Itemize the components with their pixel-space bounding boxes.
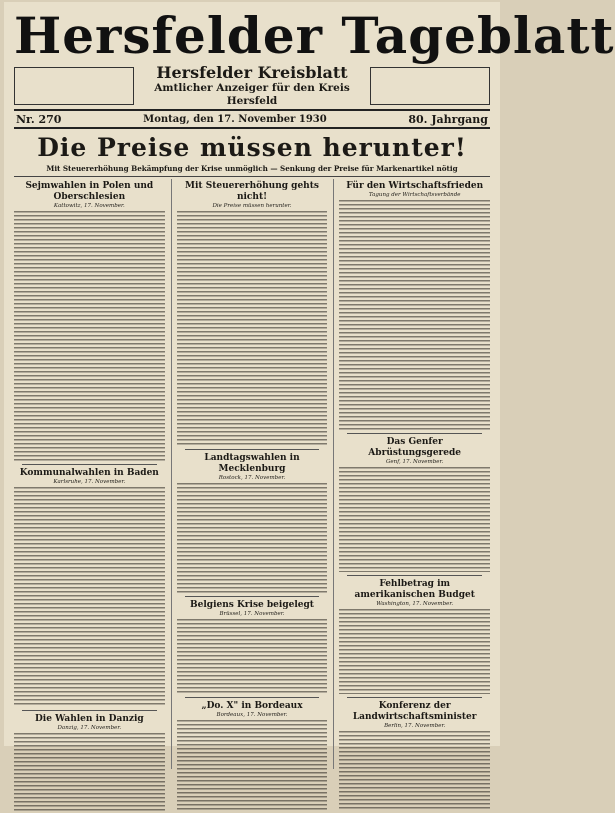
right-notice-box (370, 67, 490, 105)
article-title: „Do. X" in Bordeaux (201, 701, 303, 711)
article-dateline: Washington, 17. November. (376, 601, 454, 607)
subhead-center (134, 64, 370, 108)
divider (347, 697, 482, 698)
divider (185, 449, 320, 450)
article-body-text (177, 720, 328, 810)
article-dateline: Brüssel, 17. November. (219, 611, 285, 617)
article-dateline: Bordeaux, 17. November. (216, 712, 288, 718)
article-body-text (339, 200, 490, 430)
article-title: Die Wahlen in Danzig (34, 714, 144, 724)
article-body-text (339, 467, 490, 572)
lead-headline: Die Preise müssen herunter! (37, 133, 467, 162)
article-title: Konferenz der Landwirtschaftsminister (352, 701, 477, 722)
column-middle (171, 179, 328, 769)
column-left (14, 179, 165, 769)
dateline (14, 109, 490, 129)
article-title: Kommunalwahlen in Baden (19, 468, 159, 478)
article-dateline: Rostock, 17. November. (218, 475, 286, 481)
column-right (333, 179, 490, 769)
issue-number: Nr. 270 (16, 112, 62, 126)
article-body-text (339, 609, 490, 694)
article-title: Mit Steuererhöhung gehts nicht! (185, 181, 319, 202)
article-body-text (14, 733, 165, 813)
article-dateline: Berlin, 17. November. (384, 723, 446, 729)
article-body-text (339, 731, 490, 811)
divider (22, 464, 157, 465)
issue-date: Montag, den 17. November 1930 (143, 113, 327, 125)
article-columns (14, 176, 490, 769)
article-title: Das Genfer Abrüstungsgerede (368, 437, 462, 458)
article-title: Belgiens Krise beigelegt (190, 600, 314, 610)
volume-year: 80. Jahrgang (408, 112, 488, 126)
divider (185, 596, 320, 597)
divider (347, 433, 482, 434)
kreisblatt-title: Hersfelder Kreisblatt (156, 63, 348, 82)
article-title: Landtagswahlen in Mecklenburg (204, 453, 300, 474)
divider (22, 710, 157, 711)
official-gazette-line: Amtlicher Anzeiger für den Kreis Hersfeld (154, 82, 350, 107)
article-title: Für den Wirtschaftsfrieden (346, 181, 484, 191)
article-body-text (177, 211, 328, 446)
article-title: Sejmwahlen in Polen und Oberschlesien (25, 181, 154, 202)
article-body-text (14, 487, 165, 707)
article-title: Fehlbetrag im amerikanischen Budget (354, 579, 475, 600)
article-dateline: Die Preise müssen herunter. (212, 203, 292, 209)
subhead (14, 63, 490, 107)
article-dateline: Danzig, 17. November. (57, 725, 122, 731)
divider (185, 697, 320, 698)
newspaper-page (4, 2, 615, 746)
article-body-text (177, 619, 328, 694)
article-body-text (177, 483, 328, 593)
lead-deck: Mit Steuererhöhung Bekämpfung der Krise unmöglich — Senkung der Preise für Markenartikel nötig (46, 164, 458, 173)
article-body-text (14, 211, 165, 461)
article-dateline: Kattowitz, 17. November. (53, 203, 125, 209)
left-notice-box (14, 67, 134, 105)
article-dateline: Genf, 17. November. (386, 459, 444, 465)
article-dateline: Tagung der Wirtschaftsverbände (368, 192, 461, 198)
article-dateline: Karlsruhe, 17. November. (53, 479, 126, 485)
divider (347, 575, 482, 576)
masthead-title: Hersfelder Tageblatt (14, 6, 615, 65)
